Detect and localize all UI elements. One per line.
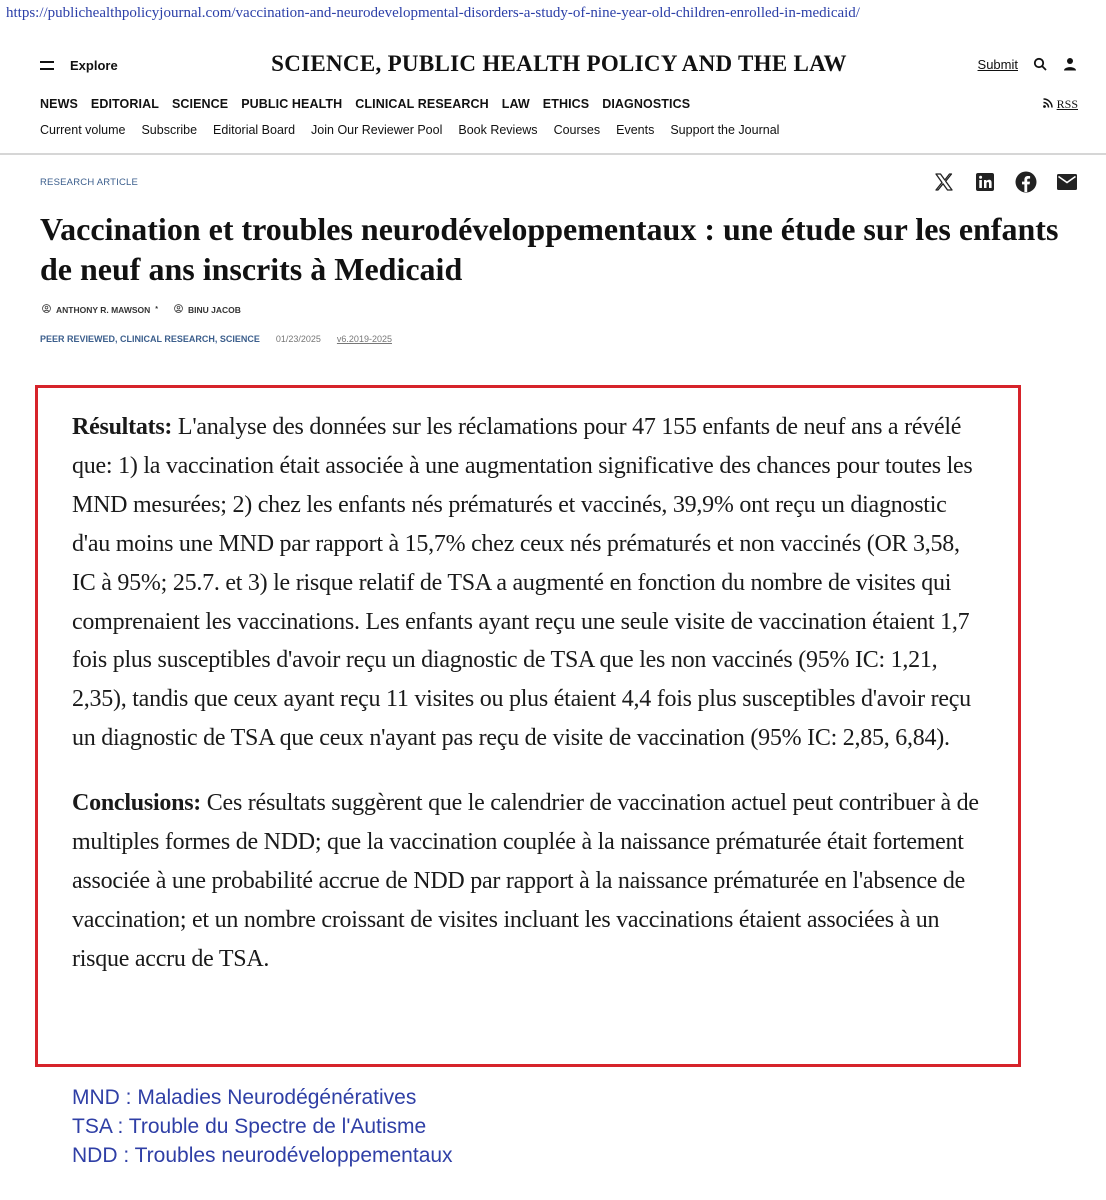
explore-menu-button[interactable]: [40, 58, 118, 73]
conclusions-label: Conclusions:: [72, 790, 202, 817]
user-icon[interactable]: [1062, 56, 1078, 72]
publish-date: 01/23/2025: [275, 334, 321, 344]
nav-editorial-board[interactable]: Editorial Board: [213, 123, 296, 137]
person-icon: [42, 304, 51, 315]
article-meta: [40, 334, 392, 344]
menu-icon: [40, 61, 54, 70]
abbreviation-glossary: [72, 1083, 453, 1170]
secondary-nav: [40, 123, 779, 137]
x-icon[interactable]: [933, 171, 955, 193]
site-header: [40, 50, 1078, 80]
facebook-icon[interactable]: [1015, 171, 1037, 193]
site-title[interactable]: SCIENCE, PUBLIC HEALTH POLICY AND THE LAW: [271, 51, 847, 76]
search-icon[interactable]: [1032, 56, 1048, 72]
glossary-tsa: TSA : Trouble du Spectre de l'Autisme: [72, 1115, 427, 1138]
nav-support-journal[interactable]: Support the Journal: [670, 123, 780, 137]
nav-reviewer-pool[interactable]: Join Our Reviewer Pool: [311, 123, 443, 137]
nav-law[interactable]: LAW: [501, 97, 530, 111]
nav-news[interactable]: NEWS: [40, 97, 78, 111]
article-type-label[interactable]: RESEARCH ARTICLE: [40, 177, 139, 188]
author-name: BINU JACOB: [188, 304, 241, 315]
glossary-mnd: MND : Maladies Neurodégénératives: [72, 1086, 417, 1109]
author-mark: *: [155, 306, 159, 313]
explore-label: Explore: [70, 57, 118, 73]
nav-events[interactable]: Events: [616, 123, 655, 137]
conclusions-paragraph: [72, 784, 984, 979]
nav-book-reviews[interactable]: Book Reviews: [458, 123, 538, 137]
nav-current-volume[interactable]: Current volume: [40, 123, 126, 137]
version-link[interactable]: v6.2019-2025: [336, 334, 392, 344]
nav-public-health[interactable]: PUBLIC HEALTH: [241, 97, 343, 111]
nav-courses[interactable]: Courses: [553, 123, 601, 137]
glossary-ndd: NDD : Troubles neurodéveloppementaux: [72, 1144, 453, 1167]
nav-science[interactable]: SCIENCE: [171, 97, 229, 111]
author-jacob[interactable]: [174, 304, 241, 315]
primary-nav: [40, 97, 690, 111]
header-actions: [978, 56, 1078, 72]
author-name: ANTHONY R. MAWSON: [56, 304, 151, 315]
results-label: Résultats:: [72, 414, 173, 440]
person-icon: [174, 304, 183, 315]
page-url[interactable]: https://publichealthpolicyjournal.com/vaccination-and-neurodevelopmental-disorders-a-study-of-nine-year-old-children-enrolled-in-medicaid/: [6, 5, 860, 21]
article-tags[interactable]: PEER REVIEWED, CLINICAL RESEARCH, SCIENCE: [40, 334, 260, 344]
conclusions-text: Ces résultats suggèrent que le calendrier de vaccination actuel peut contribuer à de multiples formes de NDD; que la vaccination couplée à la naissance prématurée était fortement associée à une probabilité accrue de NDD par rapport à la naissance prématurée en l'absence de vaccination; et un nombre croissant de visites incluant les vaccinations étaient associées à un risque accru de TSA.: [72, 790, 979, 972]
submit-link[interactable]: Submit: [977, 56, 1018, 72]
share-bar: [933, 171, 1078, 193]
author-list: [42, 304, 241, 315]
linkedin-icon[interactable]: [974, 171, 996, 193]
nav-ethics[interactable]: ETHICS: [542, 97, 590, 111]
nav-editorial[interactable]: EDITORIAL: [90, 97, 159, 111]
rss-label: RSS: [1056, 97, 1078, 111]
nav-diagnostics[interactable]: DIAGNOSTICS: [602, 97, 691, 111]
nav-clinical-research[interactable]: CLINICAL RESEARCH: [355, 97, 489, 111]
abstract-highlight-box: [35, 385, 1021, 1067]
header-divider: [0, 153, 1106, 155]
results-paragraph: [72, 408, 984, 758]
author-mawson[interactable]: [42, 304, 158, 315]
rss-link[interactable]: [1043, 97, 1078, 112]
nav-subscribe[interactable]: Subscribe: [141, 123, 198, 137]
rss-icon: [1043, 97, 1053, 112]
results-text: L'analyse des données sur les réclamations pour 47 155 enfants de neuf ans a révélé que: 1) la vaccination était associée à une augmentation significative des chances pour toutes les MND mesurées; 2) chez les enfants nés prématurés et vaccinés, 39,9% ont reçu un diagnostic d'au moins une MND par rapport à 15,7% chez ceux nés prématurés et non vaccinés (OR 3,58, IC à 95%; 25.7. et 3) le risque relatif de TSA a augmenté en fonction du nombre de visites qui comprenaient les vaccinations. Les enfants ayant reçu une seule visite de vaccination étaient 1,7 fois plus susceptibles d'avoir reçu un diagnostic de TSA que les non vaccinés (95% IC: 1,21, 2,35), tandis que ceux ayant reçu 11 visites ou plus étaient 4,4 fois plus susceptibles d'avoir reçu un diagnostic de TSA que ceux n'ayant pas reçu de visite de vaccination (95% IC: 2,85, 6,84).: [72, 414, 973, 752]
email-icon[interactable]: [1056, 171, 1078, 193]
article-title: Vaccination et troubles neurodéveloppementaux : une étude sur les enfants de neuf ans inscrits à Medicaid: [40, 211, 1059, 287]
